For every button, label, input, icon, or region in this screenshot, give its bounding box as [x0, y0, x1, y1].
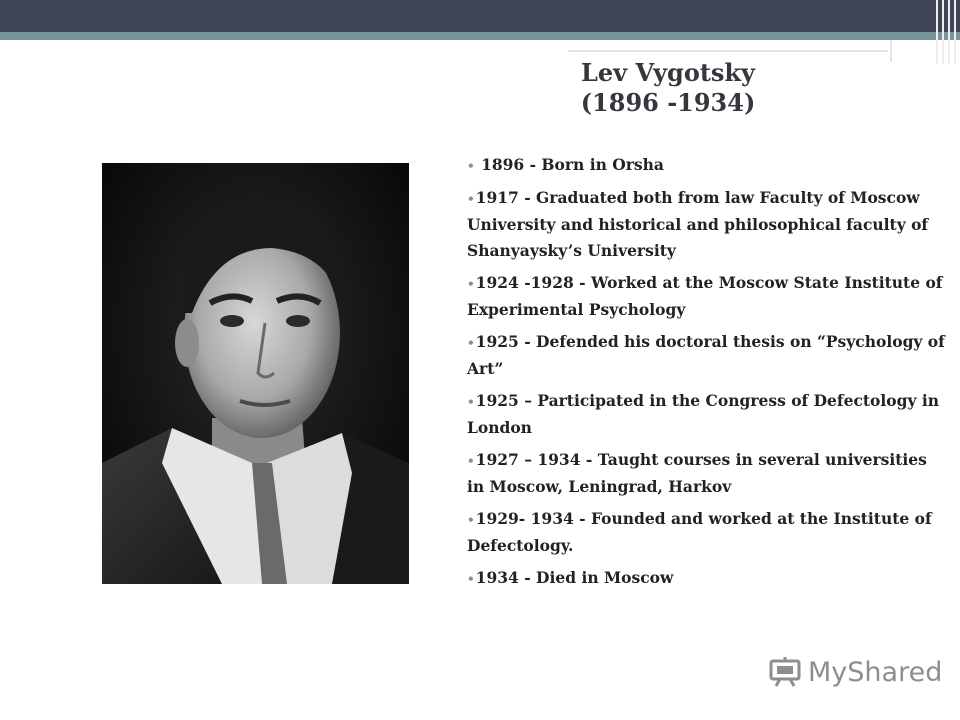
- fact-text: 1925 - Defended his doctoral thesis on “Psychology of Art”: [467, 332, 945, 378]
- bullet-icon: •: [467, 159, 475, 173]
- bullet-icon: •: [467, 454, 475, 468]
- list-item: [467, 388, 945, 441]
- fact-text: 1896 - Born in Orsha: [475, 155, 664, 174]
- list-item: [467, 270, 945, 323]
- top-bar: [0, 0, 960, 32]
- fact-text: 1929- 1934 - Founded and worked at the Institute of Defectology.: [467, 509, 932, 555]
- accent-bar: [0, 32, 960, 40]
- list-item: [467, 447, 945, 500]
- slide-title: [468, 58, 868, 118]
- title-name: Lev Vygotsky: [581, 58, 755, 87]
- watermark: [768, 656, 942, 688]
- list-item: [467, 565, 945, 592]
- corner-decoration: [930, 0, 960, 64]
- fact-text: 1917 - Graduated both from law Faculty of Moscow University and historical and philosophical faculty of Shanyaysky’s University: [467, 188, 929, 260]
- bullet-icon: •: [467, 572, 475, 586]
- watermark-text: MyShared: [808, 656, 943, 688]
- fact-text: 1924 -1928 - Worked at the Moscow State Institute of Experimental Psychology: [467, 273, 943, 319]
- title-dates: (1896 -1934): [580, 88, 756, 117]
- portrait-photo: [102, 163, 409, 584]
- list-item: [467, 152, 945, 179]
- fact-text: 1925 – Participated in the Congress of Defectology in London: [467, 391, 940, 437]
- bullet-icon: •: [467, 336, 475, 350]
- presentation-board-icon: [768, 657, 802, 687]
- list-item: [467, 185, 945, 264]
- fact-text: 1934 - Died in Moscow: [475, 568, 674, 587]
- bullet-icon: •: [467, 192, 475, 206]
- biography-list: [467, 152, 945, 598]
- list-item: [467, 329, 945, 382]
- bullet-icon: •: [467, 395, 475, 409]
- decorative-line: [568, 50, 888, 52]
- bullet-icon: •: [467, 277, 475, 291]
- list-item: [467, 506, 945, 559]
- portrait-illustration: [102, 163, 409, 584]
- decorative-line-vertical: [890, 40, 892, 62]
- fact-text: 1927 – 1934 - Taught courses in several universities in Moscow, Leningrad, Harkov: [467, 450, 927, 496]
- bullet-icon: •: [467, 513, 475, 527]
